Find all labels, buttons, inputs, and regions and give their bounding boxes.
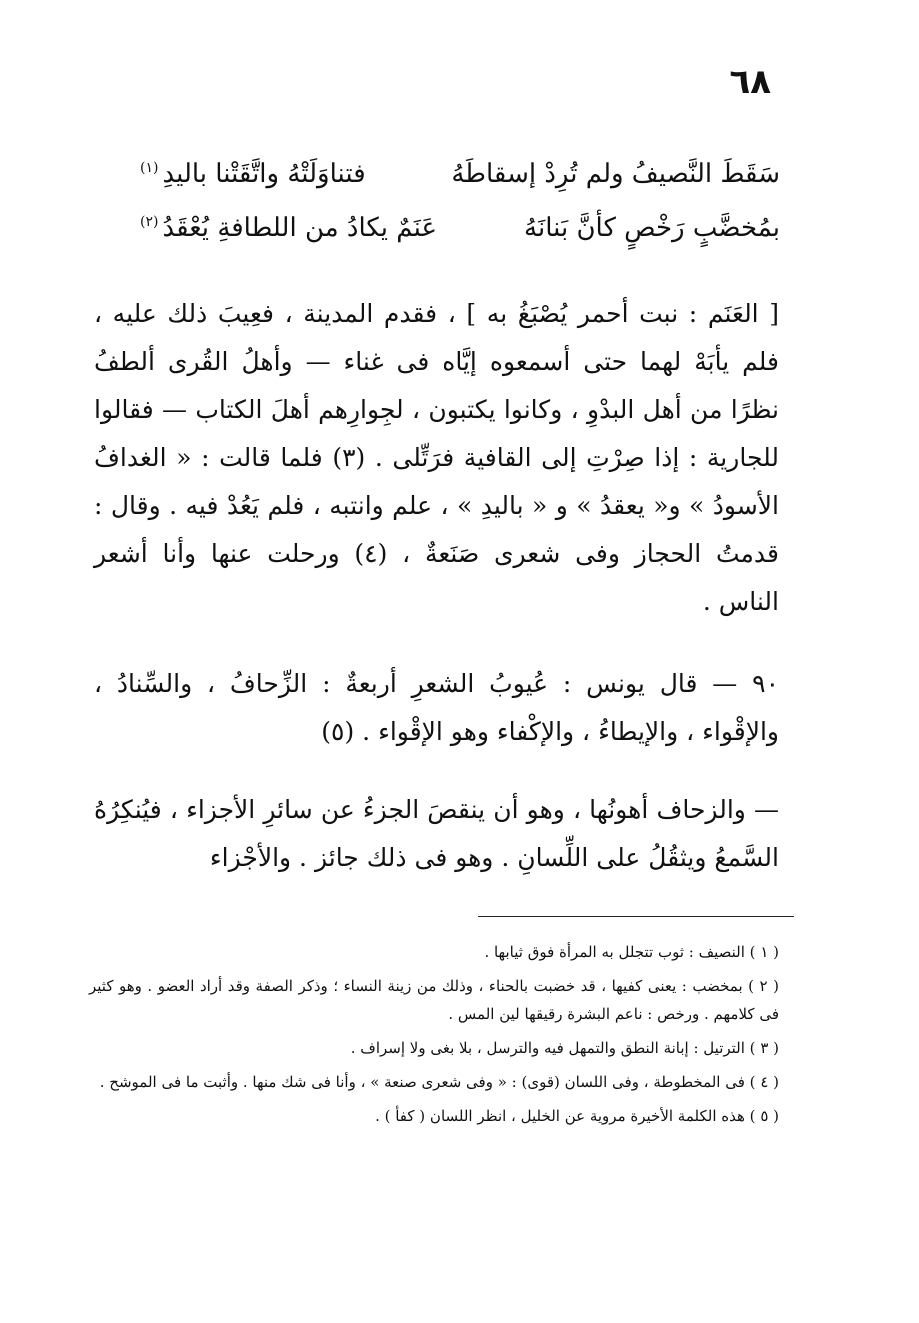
paragraph-1-text: [ العَنَم : نبت أحمر يُصْبَغُ به ] ، فقدم المدينة ، فعِيبَ ذلك عليه ، فلم يأبَهْ لهما حتى أسمعوه إيَّاه فى غناء — وأهلُ القُرى ألطفُ نظرًا من أهل البدْوِ ، وكانوا يكتبون ، لجِوارِهم أهلَ الكتاب — فقالوا للجارية : إذا صِرْتِ إلى القافية فرَتِّلى . (٣) فلما قالت : « الغدافُ الأسودُ » و« يعقدُ » و « باليدِ » ، علم وانتبه ، فلم يَعُدْ فيه . وقال : قدمتُ الحجاز وفى شعرى صَنَعةٌ ، (٤) ورحلت عنها وأنا أشعر الناس . xyxy=(94,299,779,616)
paragraph-3 xyxy=(94,786,779,882)
paragraph-3-text: — والزحاف أهونُها ، وهو أن ينقصَ الجزءُ عن سائرِ الأجزاء ، فيُنكِرُهُ السَّمعُ ويثقُلُ على اللِّسانِ . وهو فى ذلك جائز . والأجْزاء xyxy=(94,795,779,872)
footnote-2: ( ٢ ) بمخضب : يعنى كفيها ، قد خضبت بالحناء ، وذلك من زينة النساء ؛ وذكر الصفة وقد أراد العضو . وهو كثير فى كلامهم . ورخص : ناعم البشرة رقيقها لين المس . xyxy=(89,977,779,1023)
verse-line-1 xyxy=(140,148,780,200)
footnotes xyxy=(89,938,779,1136)
verse-1-second-hemistich xyxy=(140,159,366,189)
paragraph-2 xyxy=(94,660,779,756)
footnote-1: ( ١ ) النصيف : ثوب تتجلل به المرأة فوق ثيابها . xyxy=(484,943,779,961)
verse-1-second-text: فتناوَلَتْهُ واتَّقَتْنا باليدِ xyxy=(162,159,366,189)
paragraph-1 xyxy=(94,290,779,626)
footnote-3: ( ٣ ) الترتيل : إبانة النطق والتمهل فيه والترسل ، بلا بغى ولا إسراف . xyxy=(350,1039,779,1057)
verse-2-second-hemistich xyxy=(140,213,437,243)
footnote-4: ( ٤ ) فى المخطوطة ، وفى اللسان (قوى) : « وفى شعرى صنعة » ، وأنا فى شك منها . وأثبت ما فى الموشح . xyxy=(99,1073,779,1091)
verse-2-first-hemistich: بمُخضَّبٍ رَخْصٍ كأنَّ بَنانَهُ xyxy=(524,213,780,243)
footnote-ref-1: (١) xyxy=(140,160,159,177)
verse-1-first-hemistich: سَقَطَ النَّصيفُ ولم تُرِدْ إسقاطَهُ xyxy=(451,159,780,189)
footnote-5: ( ٥ ) هذه الكلمة الأخيرة مروية عن الخليل ، انظر اللسان ( كفأ ) . xyxy=(375,1107,779,1125)
paragraph-2-text: ٩٠ — قال يونس : عُيوبُ الشعرِ أربعةٌ : الزِّحافُ ، والسِّنادُ ، والإقْواء ، والإيطاءُ ، والإكْفاء وهو الإقْواء . (٥) xyxy=(94,669,779,746)
verse-2-second-text: عَنَمٌ يكادُ من اللطافةِ يُعْقَدُ xyxy=(162,213,437,243)
footnote-ref-2: (٢) xyxy=(140,214,159,231)
verse-line-2 xyxy=(140,202,780,254)
page-number: ٦٨ xyxy=(729,62,771,102)
footnote-divider xyxy=(478,916,794,917)
